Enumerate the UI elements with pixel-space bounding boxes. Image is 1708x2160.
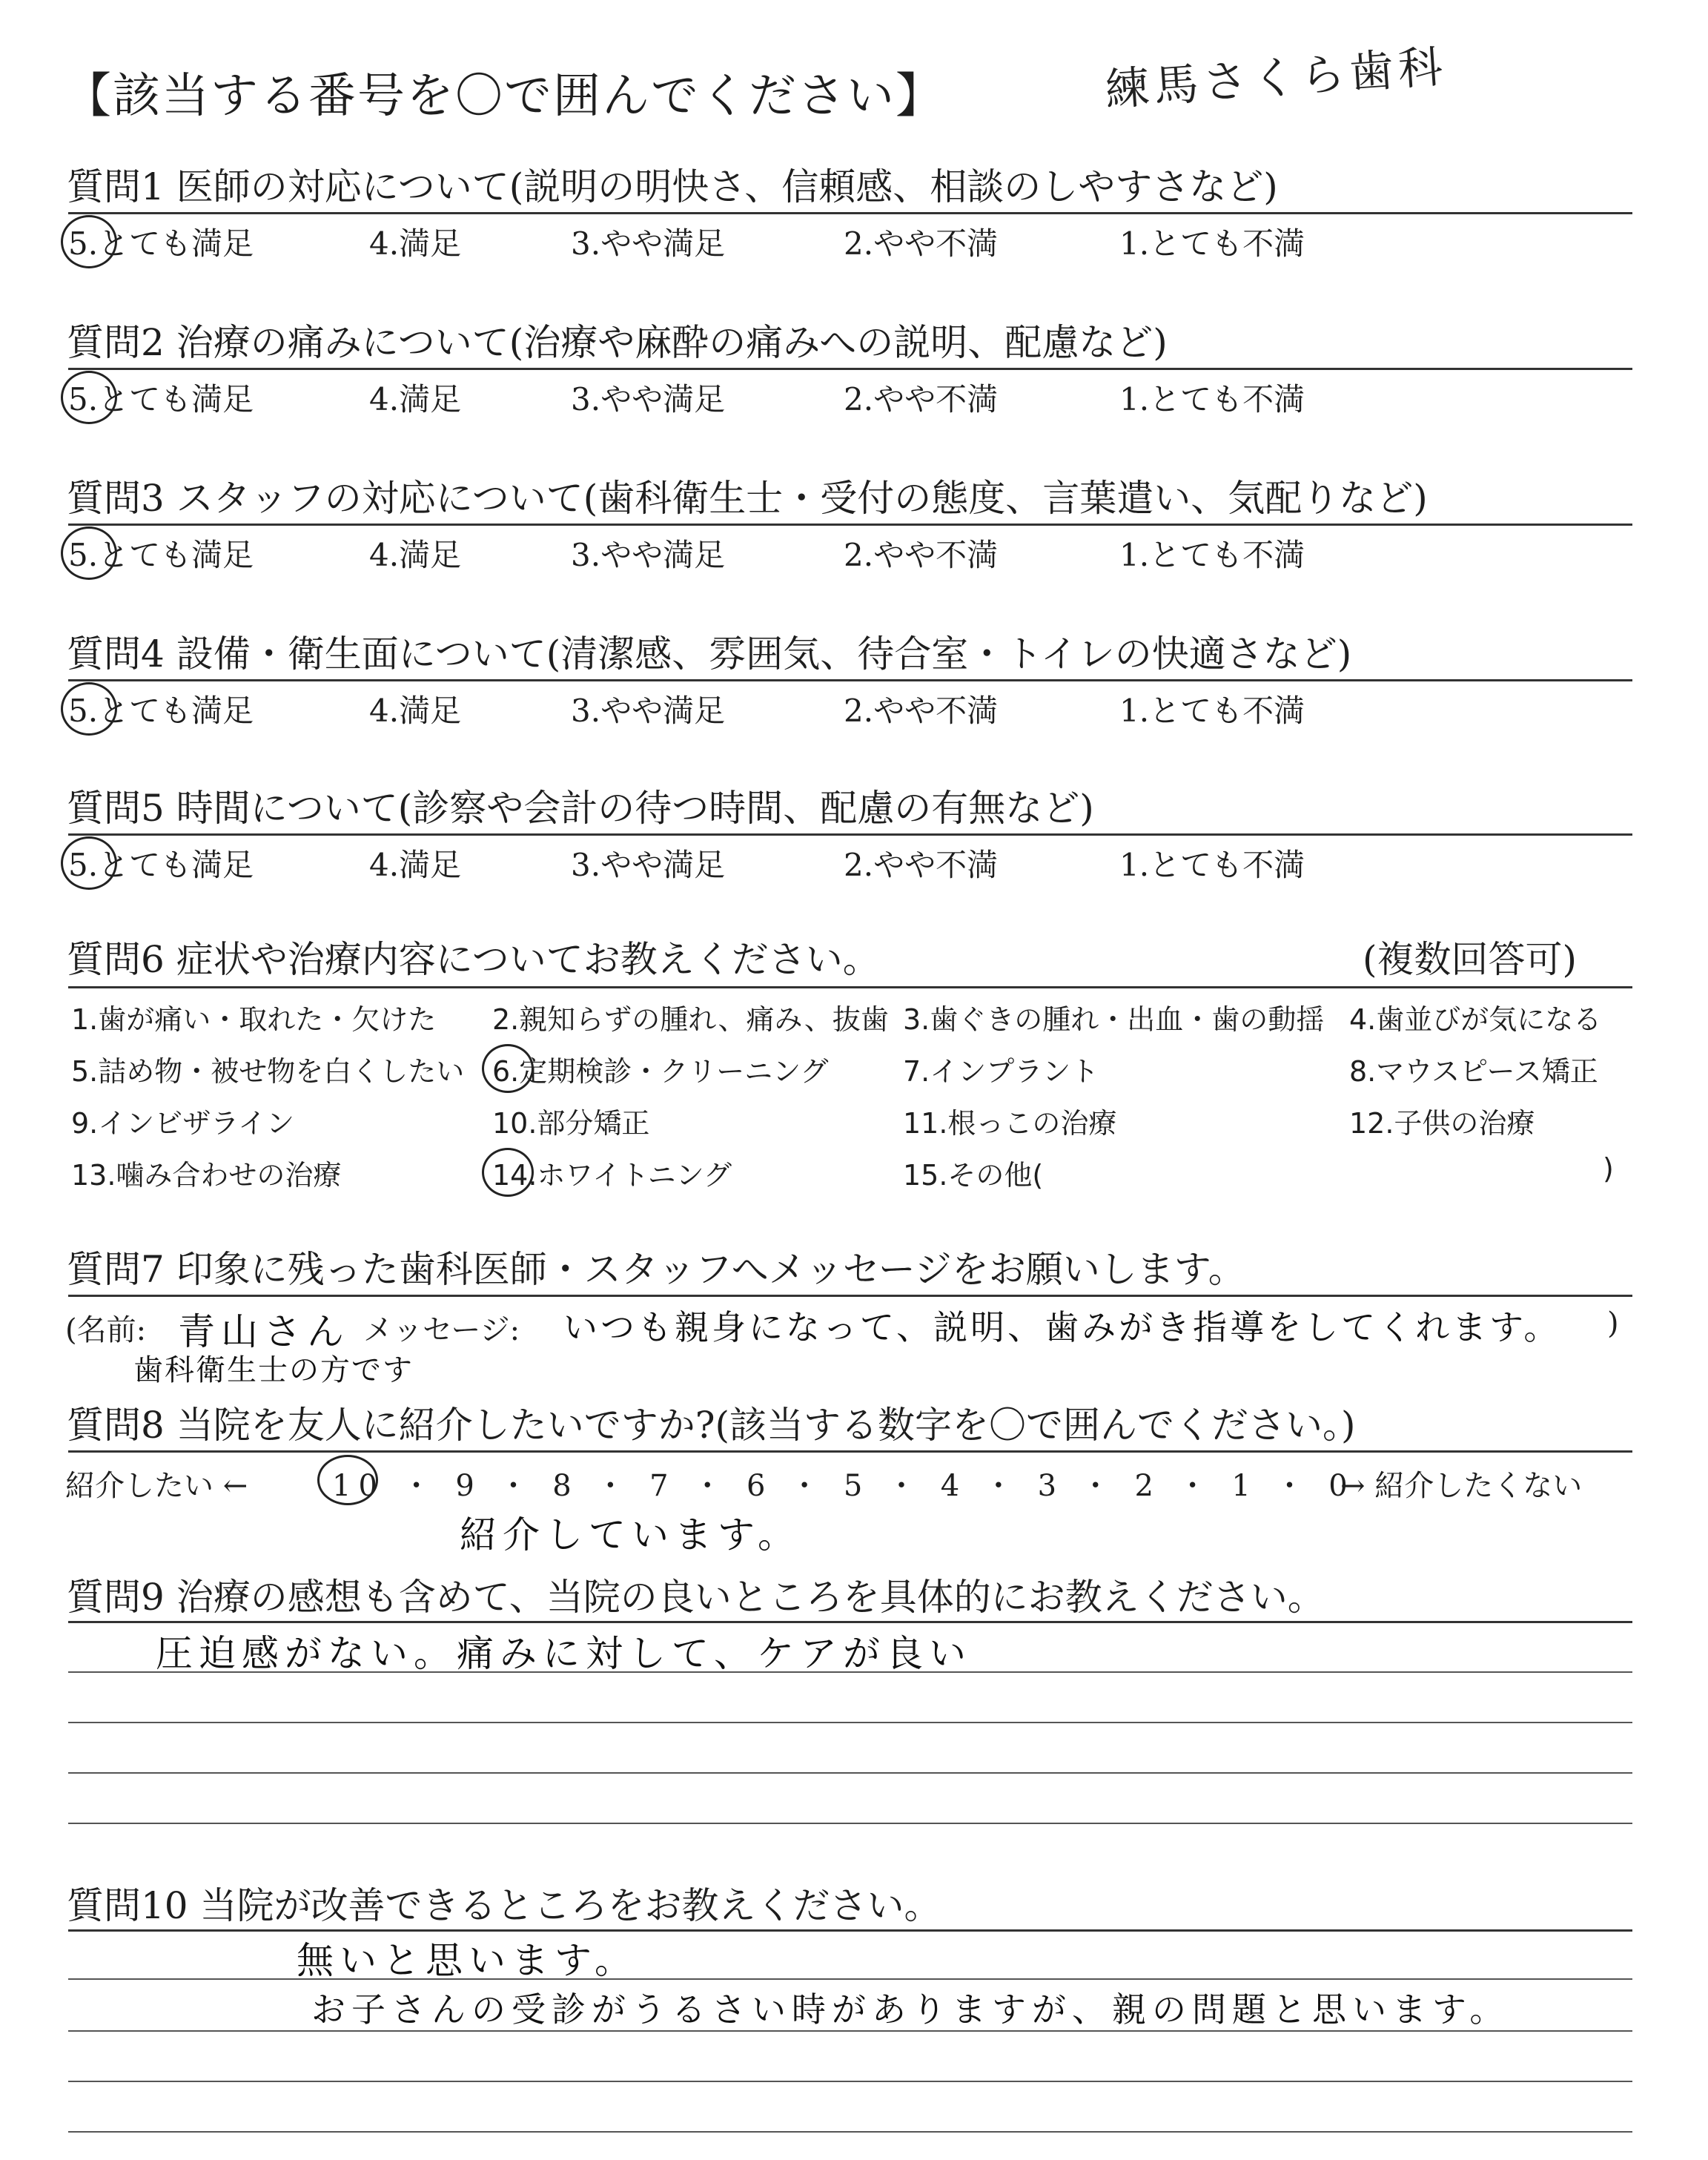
q10-line-4 [68, 2131, 1632, 2133]
q6-rule [68, 986, 1632, 988]
q1-option-2[interactable]: 2.やや不満 [844, 225, 999, 262]
q3-option-5[interactable]: 5.とても満足 [68, 537, 254, 573]
q4-option-5[interactable]: 5.とても満足 [68, 693, 254, 729]
q2-option-3[interactable]: 3.やや満足 [571, 381, 726, 417]
q7-title: 質問7 印象に残った歯科医師・スタッフへメッセージをお願いします。 [67, 1248, 1245, 1291]
q6-option-8[interactable]: 8.マウスピース矯正 [1349, 1055, 1598, 1088]
q4-title: 質問4 設備・衛生面について(清潔感、雰囲気、待合室・トイレの快適さなど) [67, 633, 1352, 676]
q10-line-1 [68, 1978, 1632, 1980]
q3-option-2[interactable]: 2.やや不満 [844, 537, 999, 573]
q6-option-2[interactable]: 2.親知らずの腫れ、痛み、抜歯 [492, 1003, 889, 1036]
q2-option-5[interactable]: 5.とても満足 [68, 381, 254, 417]
q6-title: 質問6 症状や治療内容についてお教えください。 [67, 938, 880, 981]
q9-title: 質問9 治療の感想も含めて、当院の良いところを具体的にお教えください。 [67, 1576, 1325, 1619]
q9-answer: 圧迫感がない。痛みに対して、ケアが良い [156, 1632, 972, 1675]
q7-close: ) [1607, 1307, 1619, 1341]
q9-rule [68, 1621, 1632, 1623]
q2-option-2[interactable]: 2.やや不満 [844, 381, 999, 417]
q5-option-5[interactable]: 5.とても満足 [68, 847, 254, 883]
q8-left-label: 紹介したい ← [65, 1469, 248, 1503]
q6-option-11[interactable]: 11.根っこの治療 [903, 1107, 1117, 1140]
q10-line-2 [68, 2030, 1632, 2032]
q10-answer-line1: 無いと思います。 [297, 1939, 638, 1982]
q1-option-3[interactable]: 3.やや満足 [571, 225, 726, 262]
q8-note: 紹介しています。 [460, 1513, 801, 1556]
form-title: 【該当する番号を〇で囲んでください】 [64, 69, 944, 124]
q4-rule [68, 679, 1632, 681]
q7-message-label: メッセージ: [363, 1313, 520, 1347]
q4-option-2[interactable]: 2.やや不満 [844, 693, 999, 729]
q9-line-2 [68, 1722, 1632, 1723]
q6-option-14[interactable]: 14.ホワイトニング [492, 1159, 732, 1192]
q7-rule [68, 1295, 1632, 1297]
q6-option-1[interactable]: 1.歯が痛い・取れた・欠けた [71, 1003, 437, 1036]
q7-message-value: いつも親身になって、説明、歯みがき指導をしてくれます。 [563, 1307, 1561, 1347]
q2-option-1[interactable]: 1.とても不満 [1119, 381, 1305, 417]
q9-line-4 [68, 1823, 1632, 1824]
q8-right-label: → 紹介したくない [1340, 1469, 1583, 1503]
q6-option-13[interactable]: 13.噛み合わせの治療 [71, 1159, 342, 1192]
q6-option-4[interactable]: 4.歯並びが気になる [1349, 1003, 1602, 1036]
q6-selected-circle-14 [482, 1148, 534, 1197]
q3-selected-circle [61, 526, 117, 580]
q7-name-label: (名前: [65, 1313, 147, 1347]
q1-rule [68, 212, 1632, 214]
q1-option-4[interactable]: 4.満足 [369, 225, 462, 262]
q1-option-1[interactable]: 1.とても不満 [1119, 225, 1305, 262]
q9-line-1 [68, 1671, 1632, 1673]
q10-line-3 [68, 2081, 1632, 2082]
q4-option-4[interactable]: 4.満足 [369, 693, 462, 729]
q8-rule [68, 1450, 1632, 1453]
q6-option-5[interactable]: 5.詰め物・被せ物を白くしたい [71, 1055, 465, 1088]
q4-option-3[interactable]: 3.やや満足 [571, 693, 726, 729]
q3-option-4[interactable]: 4.満足 [369, 537, 462, 573]
q8-selected-circle [317, 1455, 378, 1505]
q2-selected-circle [61, 371, 117, 424]
q1-title: 質問1 医師の対応について(説明の明快さ、信頼感、相談のしやすさなど) [67, 165, 1278, 208]
q5-title: 質問5 時間について(診察や会計の待つ時間、配慮の有無など) [67, 787, 1094, 830]
q7-role-note: 歯科衛生士の方です [133, 1353, 414, 1387]
q5-option-2[interactable]: 2.やや不満 [844, 847, 999, 883]
q3-rule [68, 524, 1632, 526]
q8-scale: 10 ・ 9 ・ 8 ・ 7 ・ 6 ・ 5 ・ 4 ・ 3 ・ 2 ・ 1 ・ 0 [332, 1469, 1355, 1503]
q6-selected-circle-6 [482, 1044, 534, 1093]
q4-option-1[interactable]: 1.とても不満 [1119, 693, 1305, 729]
q2-option-4[interactable]: 4.満足 [369, 381, 462, 417]
q6-option-7[interactable]: 7.インプラント [903, 1055, 1099, 1088]
q6-option-12[interactable]: 12.子供の治療 [1349, 1107, 1535, 1140]
q7-name-value: 青山さん [178, 1310, 350, 1353]
q6-option-10[interactable]: 10.部分矯正 [492, 1107, 650, 1140]
q3-option-3[interactable]: 3.やや満足 [571, 537, 726, 573]
q4-selected-circle [61, 682, 117, 736]
q5-rule [68, 833, 1632, 836]
q6-note: (複数回答可) [1363, 938, 1578, 981]
q8-title: 質問8 当院を友人に紹介したいですか?(該当する数字を〇で囲んでください。) [67, 1404, 1356, 1447]
q3-option-1[interactable]: 1.とても不満 [1119, 537, 1305, 573]
q1-selected-circle [61, 215, 117, 268]
q5-option-4[interactable]: 4.満足 [369, 847, 462, 883]
q9-line-3 [68, 1772, 1632, 1774]
q1-option-5[interactable]: 5.とても満足 [68, 225, 254, 262]
q6-option-9[interactable]: 9.インビザライン [71, 1107, 295, 1140]
q6-option-6[interactable]: 6.定期検診・クリーニング [492, 1055, 829, 1088]
q6-option-15[interactable]: 15.その他( [903, 1159, 1044, 1192]
q5-option-1[interactable]: 1.とても不満 [1119, 847, 1305, 883]
q5-selected-circle [61, 836, 117, 890]
q10-title: 質問10 当院が改善できるところをお教えください。 [67, 1884, 941, 1927]
q10-answer-line2: お子さんの受診がうるさい時がありますが、親の問題と思います。 [311, 1989, 1510, 2029]
clinic-name-handwritten: 練馬さくら歯科 [1103, 40, 1449, 117]
q2-title: 質問2 治療の痛みについて(治療や麻酔の痛みへの説明、配慮など) [67, 321, 1168, 364]
q6-option-3[interactable]: 3.歯ぐきの腫れ・出血・歯の動揺 [903, 1003, 1325, 1036]
q2-rule [68, 368, 1632, 370]
q3-title: 質問3 スタッフの対応について(歯科衛生士・受付の態度、言葉遣い、気配りなど) [67, 477, 1428, 520]
q6-option-16[interactable]: ) [1603, 1152, 1614, 1185]
q5-option-3[interactable]: 3.やや満足 [571, 847, 726, 883]
